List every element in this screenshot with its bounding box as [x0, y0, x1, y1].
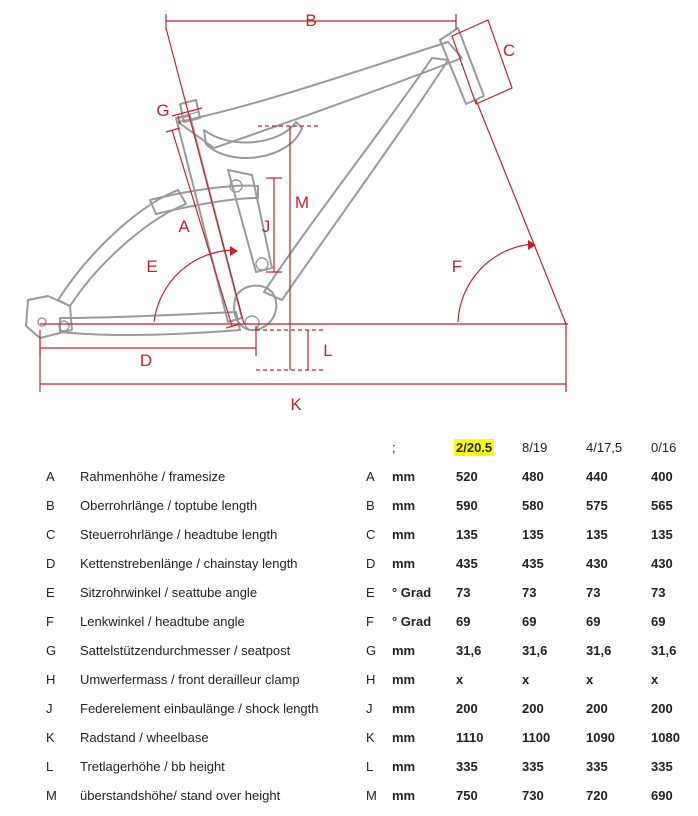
row-symbol: L — [366, 759, 374, 774]
row-value-size-1: 73 — [522, 585, 537, 600]
table-row — [0, 666, 698, 695]
row-value-size-2: 440 — [586, 469, 608, 484]
header-size-2: 4/17,5 — [586, 440, 623, 455]
row-value-size-3: 400 — [651, 469, 673, 484]
header-size-1: 8/19 — [522, 440, 548, 455]
table-row — [0, 550, 698, 579]
row-value-size-3: 1080 — [651, 730, 680, 745]
row-value-size-0: 750 — [456, 788, 478, 803]
label-l: L — [323, 341, 333, 360]
row-value-size-0: 200 — [456, 701, 478, 716]
table-row — [0, 492, 698, 521]
row-symbol: H — [366, 672, 376, 687]
row-letter: L — [46, 759, 54, 774]
row-letter: F — [46, 614, 54, 629]
table-row — [0, 782, 698, 811]
row-name: Rahmenhöhe / framesize — [80, 469, 226, 484]
row-value-size-1: 580 — [522, 498, 544, 513]
row-value-size-2: 200 — [586, 701, 608, 716]
row-name: überstandshöhe/ stand over height — [80, 788, 281, 803]
table-row — [0, 608, 698, 637]
bike-frame — [26, 28, 484, 338]
header-size-3: 0/16 — [651, 440, 677, 455]
row-name: Radstand / wheelbase — [80, 730, 209, 745]
row-value-size-3: 200 — [651, 701, 673, 716]
row-value-size-1: 335 — [522, 759, 544, 774]
row-name: Kettenstrebenlänge / chainstay length — [80, 556, 298, 571]
label-a: A — [178, 217, 190, 236]
row-name: Sattelstützendurchmesser / seatpost — [80, 643, 291, 658]
row-value-size-3: 69 — [651, 614, 666, 629]
row-letter: K — [46, 730, 55, 745]
row-symbol: E — [366, 585, 375, 600]
table-row — [0, 695, 698, 724]
row-value-size-2: 575 — [586, 498, 608, 513]
row-value-size-3: 565 — [651, 498, 673, 513]
header-symbol: ; — [392, 440, 396, 455]
row-value-size-3: 690 — [651, 788, 673, 803]
row-symbol: B — [366, 498, 375, 513]
row-symbol: J — [366, 701, 373, 716]
row-letter: D — [46, 556, 56, 571]
label-k: K — [290, 395, 302, 414]
row-value-size-1: 1100 — [522, 730, 551, 745]
row-letter: B — [46, 498, 55, 513]
row-letter: G — [46, 643, 57, 658]
row-name: Lenkwinkel / headtube angle — [80, 614, 245, 629]
row-letter: E — [46, 585, 55, 600]
label-g: G — [156, 101, 170, 120]
row-symbol: A — [366, 469, 375, 484]
table-header-row — [0, 434, 698, 463]
row-value-size-0: 69 — [456, 614, 471, 629]
row-name: Steuerrohrlänge / headtube length — [80, 527, 278, 542]
label-f: F — [451, 257, 463, 276]
dimension-labels — [140, 11, 515, 414]
row-value-size-3: 135 — [651, 527, 673, 542]
row-value-size-3: x — [651, 672, 659, 687]
row-value-size-1: 200 — [522, 701, 544, 716]
row-value-size-3: 430 — [651, 556, 673, 571]
row-value-size-0: 520 — [456, 469, 478, 484]
row-value-size-2: 1090 — [586, 730, 615, 745]
row-letter: A — [46, 469, 55, 484]
row-unit: mm — [392, 672, 416, 687]
row-unit: mm — [392, 527, 416, 542]
row-value-size-2: 335 — [586, 759, 608, 774]
row-unit: mm — [392, 556, 416, 571]
row-value-size-2: 135 — [586, 527, 608, 542]
table-row — [0, 753, 698, 782]
row-value-size-0: 435 — [456, 556, 478, 571]
row-letter: H — [46, 672, 56, 687]
label-e: E — [146, 257, 158, 276]
row-value-size-2: 430 — [586, 556, 608, 571]
row-value-size-1: 31,6 — [522, 643, 548, 658]
label-c: C — [502, 41, 516, 60]
row-value-size-1: 135 — [522, 527, 544, 542]
label-m: M — [294, 193, 310, 212]
label-j: J — [261, 217, 271, 236]
row-symbol: F — [366, 614, 374, 629]
row-value-size-2: x — [586, 672, 594, 687]
row-unit: mm — [392, 469, 416, 484]
row-value-size-2: 69 — [586, 614, 601, 629]
row-name: Tretlagerhöhe / bb height — [80, 759, 225, 774]
row-name: Oberrohrlänge / toptube length — [80, 498, 258, 513]
row-unit: mm — [392, 643, 416, 658]
row-value-size-0: x — [456, 672, 464, 687]
row-symbol: C — [366, 527, 376, 542]
row-value-size-1: 435 — [522, 556, 544, 571]
row-value-size-3: 31,6 — [651, 643, 677, 658]
row-value-size-1: 69 — [522, 614, 537, 629]
row-value-size-0: 73 — [456, 585, 471, 600]
table-row — [0, 521, 698, 550]
row-value-size-1: x — [522, 672, 530, 687]
row-unit: ° Grad — [392, 585, 432, 600]
table-row — [0, 579, 698, 608]
row-value-size-3: 73 — [651, 585, 666, 600]
row-value-size-1: 480 — [522, 469, 544, 484]
row-unit: mm — [392, 730, 416, 745]
row-unit: mm — [392, 759, 416, 774]
row-letter: M — [46, 788, 57, 803]
row-value-size-1: 730 — [522, 788, 544, 803]
row-value-size-0: 590 — [456, 498, 478, 513]
row-unit: mm — [392, 788, 416, 803]
row-symbol: D — [366, 556, 376, 571]
table-row — [0, 637, 698, 666]
row-symbol: G — [366, 643, 377, 658]
row-name: Sitzrohrwinkel / seattube angle — [80, 585, 258, 600]
table-row — [0, 724, 698, 753]
row-value-size-2: 73 — [586, 585, 601, 600]
row-value-size-0: 1110 — [456, 730, 484, 745]
row-letter: J — [46, 701, 53, 716]
row-symbol: K — [366, 730, 375, 745]
row-value-size-2: 720 — [586, 788, 608, 803]
row-value-size-3: 335 — [651, 759, 673, 774]
header-size-0: 2/20.5 — [456, 440, 493, 455]
row-name: Federelement einbaulänge / shock length — [80, 701, 319, 716]
row-symbol: M — [366, 788, 377, 803]
row-value-size-2: 31,6 — [586, 643, 612, 658]
label-d: D — [139, 351, 153, 370]
row-value-size-0: 335 — [456, 759, 478, 774]
row-value-size-0: 31,6 — [456, 643, 482, 658]
row-value-size-0: 135 — [456, 527, 478, 542]
row-unit: mm — [392, 498, 416, 513]
label-b: B — [305, 11, 317, 30]
row-unit: ° Grad — [392, 614, 432, 629]
row-name: Umwerfermass / front derailleur clamp — [80, 672, 300, 687]
row-letter: C — [46, 527, 56, 542]
table-row — [0, 463, 698, 492]
row-unit: mm — [392, 701, 416, 716]
